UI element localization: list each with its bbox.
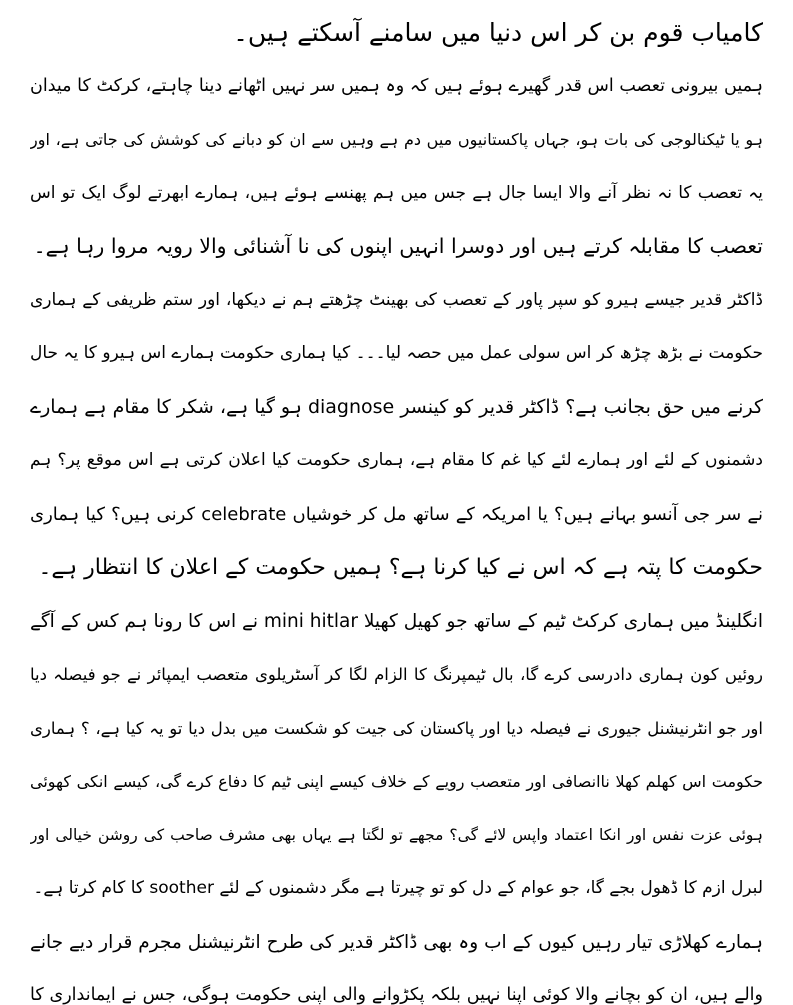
text-line: حکومت نے بڑھ چڑھ کر اس سولی عمل میں حصہ لیا۔۔۔ کیا ہماری حکومت ہمارے اس ہیرو کا یہ حال — [30, 343, 763, 363]
text-line: کرنے میں حق بجانب ہے؟ ڈاکٹر قدیر کو کینسر diagnose ہو گیا ہے، شکر کا مقام ہے ہمارے — [30, 395, 763, 418]
text-line: ہمیں بیرونی تعصب اس قدر گھیرے ہوئے ہیں کہ وہ ہمیں سر نہیں اٹھانے دینا چاہتے، کرکٹ کا میدان — [30, 75, 763, 96]
text-line: اور جو انٹرنیشنل جیوری نے فیصلہ دیا اور پاکستان کی جیت کو شکست میں بدل دیا تو یہ کیا ہے، ؟ ہماری — [30, 718, 763, 738]
text-line: تعصب کا مقابلہ کرتے ہیں اور دوسرا انہیں اپنوں کی نا آشنائی والا رویہ مروا رہا ہے۔ — [33, 234, 763, 258]
text-line: دشمنوں کے لئے اور ہمارے لئے کیا غم کا مقام ہے، ہماری حکومت کیا اعلان کرتی ہے اس موقع پر؟ ہم — [30, 450, 763, 470]
text-line: والے ہیں، ان کو بچانے والا کوئی اپنا نہیں بلکہ پکڑوانے والی اپنی حکومت ہوگی، جس نے ایمانداری کا — [30, 985, 763, 1005]
text-line: حکومت کا پتہ ہے کہ اس نے کیا کرنا ہے؟ ہمیں حکومت کے اعلان کا انتظار ہے۔ — [38, 555, 763, 580]
text-line: ہو یا ٹیکنالوجی کی بات ہو، جہاں پاکستانیوں میں دم ہے وہیں سے ان کو دبانے کی کوشش کی جاتی ہے، اور — [30, 130, 763, 149]
text-line: نے سر جی آنسو بہانے ہیں؟ یا امریکہ کے ساتھ مل کر خوشیاں celebrate کرنی ہیں؟ کیا ہماری — [30, 503, 763, 525]
text-line: لبرل ازم کا ڈھول بجے گا، جو عوام کے دل کو تو چیرتا ہے مگر دشمنوں کے لئے soother کا کام کرتا ہے۔ — [33, 878, 763, 898]
text-line: کامیاب قوم بن کر اس دنیا میں سامنے آسکتے ہیں۔ — [233, 18, 763, 47]
text-line: حکومت اس کھلم کھلا ناانصافی اور متعصب رویے کے خلاف کیسے اپنی ٹیم کا دفاع کرے گی، کیسے انکی کھوئی — [30, 772, 763, 791]
text-line: یہ تعصب کا نہ نظر آنے والا ایسا جال ہے جس میں ہم پھنسے ہوئے ہیں، ہمارے ابھرتے لوگ ایک تو اس — [30, 182, 763, 203]
text-line: روئیں کون ہماری دادرسی کرے گا، بال ٹیمپرنگ کا الزام لگا کر آسٹریلوی متعصب ایمپائر نے جو فیصلہ دیا — [30, 665, 763, 684]
text-line: ہمارے کھلاڑی تیار رہیں کیوں کے اب وہ بھی ڈاکٹر قدیر کی طرح انٹرنیشنل مجرم قرار دیے جانے — [30, 931, 763, 953]
text-line: ڈاکٹر قدیر جیسے ہیرو کو سپر پاور کے تعصب کی بھینٹ چڑھتے ہم نے دیکھا، اور ستم ظریفی کے ہماری — [30, 289, 763, 310]
urdu-article-body — [30, 6, 763, 1005]
text-line: ہوئی عزت نفس اور انکا اعتماد واپس لائے گی؟ مجھے تو لگتا ہے یہاں بھی مشرف صاحب کی روشن خیالی اور — [30, 825, 763, 844]
text-line: انگلینڈ میں ہماری کرکٹ ٹیم کے ساتھ جو کھیل کھیلا mini hitlar نے اس کا رونا ہم کس کے آگے — [30, 610, 763, 632]
